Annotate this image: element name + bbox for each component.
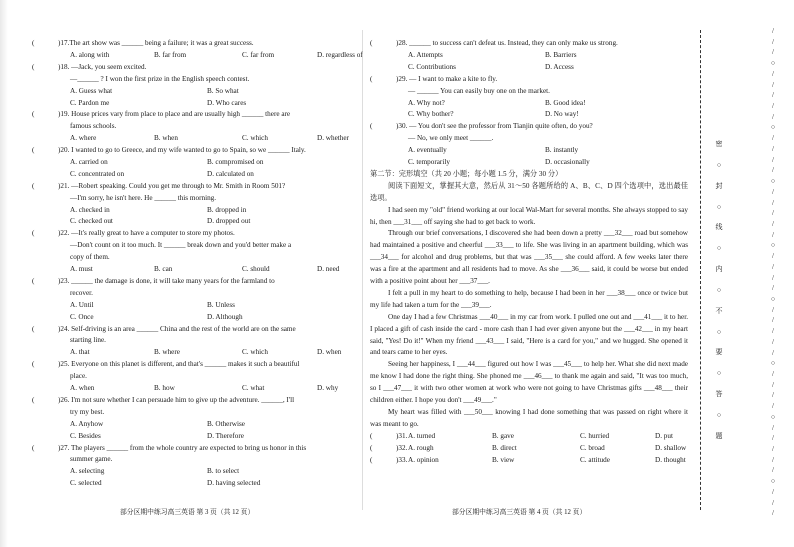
option-row — [32, 478, 372, 490]
seal-mark: / — [772, 27, 774, 35]
answer-paren[interactable]: ( — [32, 181, 35, 190]
option: B. Unless — [207, 300, 235, 309]
option: D. Access — [545, 62, 574, 71]
option: D. occasionally — [545, 157, 590, 166]
seal-mark: ○ — [770, 241, 776, 250]
seal-mark: / — [772, 273, 774, 282]
seal-mark: ○ — [770, 359, 776, 368]
seal-mark: / — [772, 187, 774, 196]
option: B. compromised on — [207, 158, 264, 166]
seal-char: ○ — [716, 285, 722, 294]
question-row — [32, 395, 372, 407]
option: A. where — [70, 134, 97, 143]
option: D. need — [317, 265, 340, 274]
seal-char: ○ — [716, 202, 722, 211]
question-stem: )21. —Robert speaking. Could you get me through to Mr. Smith in Room 501? — [58, 181, 286, 190]
option: D. regardless of — [317, 50, 363, 59]
section-title: 第二节：完形填空（共 20 小题；每小题 1.5 分，满分 30 分） — [370, 169, 563, 178]
question-row — [32, 276, 372, 288]
option: B. Barriers — [545, 50, 577, 59]
option-row — [32, 300, 372, 312]
answer-paren[interactable]: ( — [32, 324, 35, 333]
option: C. Once — [70, 312, 94, 321]
seal-mark: / — [772, 102, 774, 111]
question-continuation: starting line. — [70, 336, 106, 345]
question-continuation: — ______ You can easily buy one on the market. — [408, 86, 550, 95]
seal-mark: / — [772, 487, 774, 496]
seal-mark: / — [772, 509, 774, 518]
seal-char: ○ — [716, 410, 722, 419]
answer-paren[interactable]: ( — [32, 110, 35, 119]
seal-mark: / — [772, 144, 774, 153]
option: A. along with — [70, 50, 110, 59]
answer-paren[interactable]: ( — [32, 443, 35, 452]
seal-char: ○ — [716, 160, 722, 169]
option: D. put — [655, 431, 673, 440]
question-row — [32, 359, 372, 371]
seal-mark: / — [772, 134, 774, 143]
question-stem: )30. — You don't see the professor from Tianjin quite often, do you? — [396, 122, 593, 131]
option: C. hurried — [580, 431, 610, 440]
seal-mark: / — [772, 380, 774, 389]
seal-char: 封 — [715, 181, 723, 190]
seal-mark: / — [772, 112, 774, 121]
seal-mark: ○ — [770, 177, 776, 186]
option: C. Contributions — [408, 62, 456, 71]
answer-paren[interactable]: ( — [370, 122, 373, 131]
option: C. should — [242, 265, 270, 274]
seal-mark: / — [772, 219, 774, 228]
option: D. calculated on — [207, 169, 254, 178]
option-row — [32, 157, 372, 169]
seal-mark: ○ — [770, 123, 776, 132]
cloze-passage — [370, 205, 688, 431]
question-stem: )24. Self-driving is an area ______ China and the rest of the world are on the same — [58, 324, 296, 333]
seal-mark: / — [772, 155, 774, 164]
seal-mark: ○ — [770, 412, 776, 421]
option: A. rough — [408, 443, 434, 452]
answer-paren[interactable]: ( — [32, 146, 35, 155]
question-row — [370, 121, 688, 133]
passage-paragraph: Seeing her happiness, I ___44___ figured out how I was ___45___ to help her. What she did next made me know I had done the right thing. She phoned me ___46___ to thank me again and said, "It was too much, so I ___47___ it with two other women at work who were not going to have Christmas gifts ___48___ their children either. I hope you don't ___49___." — [370, 360, 688, 405]
question-row — [32, 62, 372, 74]
question-row — [32, 324, 372, 336]
option: A. selecting — [70, 467, 105, 476]
footer-right: 部分区期中练习高三英语 第 4 页（共 12 页） — [452, 509, 587, 516]
seal-mark: / — [772, 370, 774, 378]
option: A. must — [70, 265, 93, 274]
question-continuation: try my best. — [70, 407, 105, 416]
question-row — [370, 38, 688, 50]
answer-paren[interactable]: ( — [370, 443, 373, 452]
option: D. shallow — [655, 443, 687, 452]
seal-mark: / — [772, 69, 774, 78]
cloze-number — [370, 431, 407, 443]
option: D. dropped out — [207, 217, 251, 226]
option: C. selected — [70, 479, 102, 488]
cloze-option-row — [370, 443, 688, 455]
question-stem: )25. Everyone on this planet is different, and that's ______ makes it such a beautiful — [58, 360, 300, 369]
seal-char: ○ — [716, 327, 722, 336]
option: A. checked in — [70, 205, 110, 214]
question-row — [32, 38, 372, 50]
passage-paragraph: My heart was filled with ___50___ knowing I had done something that was passed on right where it was meant to go. — [370, 408, 688, 428]
option-row — [32, 169, 372, 181]
seal-mark: ○ — [770, 59, 776, 68]
option-row — [32, 216, 372, 228]
question-continuation: —______ ? I won the first prize in the English speech contest. — [70, 74, 250, 83]
cloze-item-number: )32. — [396, 443, 408, 452]
seal-mark: / — [772, 402, 774, 411]
question-row — [32, 443, 372, 455]
cloze-option-row — [370, 455, 688, 467]
option: B. far from — [154, 50, 187, 59]
question-continuation: famous schools. — [70, 122, 117, 131]
option: A. opinion — [408, 455, 439, 464]
seal-mark: / — [772, 305, 774, 314]
question-continuation: copy of them. — [70, 253, 110, 262]
option: A. turned — [408, 431, 436, 440]
option: D. Although — [207, 312, 243, 321]
option: A. Guess what — [70, 86, 113, 95]
seal-mark: / — [772, 252, 774, 261]
option-row — [32, 466, 372, 478]
question-continuation: — No, we only meet ______. — [408, 134, 494, 143]
option-row — [370, 157, 688, 169]
option: A. Anyhow — [70, 419, 104, 428]
option: B. where — [154, 348, 180, 357]
right-column — [370, 38, 688, 466]
passage-paragraph: One day I had a few Christmas ___40___ in my car from work. I pulled one out and ___41___ it to her. I placed a gift of cash inside the card - more cash than I had ever given anyone but the ___42___ in my heart said, "Yes! Do it!" When my friend ___43___ I said, "Here is a card for you," and we hugged. She opened it and tears came to her eyes. — [370, 312, 688, 357]
option-row — [370, 98, 688, 110]
option: B. view — [492, 455, 515, 464]
option: B. dropped in — [207, 205, 247, 214]
question-stem: )29. — I want to make a kite to fly. — [396, 74, 498, 83]
seal-char: 答 — [715, 390, 723, 399]
option-row — [32, 347, 372, 359]
seal-mark: / — [772, 37, 774, 46]
passage-paragraph: Through our brief conversations, I discovered she had been down a pretty ___32___ road but somehow had maintained a positive and cheerful ___33___ to life. She was living in an apartment building, which was ___34___ for alcohol and drug problems, but that was ___35___ she could afford. A few weeks later there was a fire at the apartment and all residents had to move. As she ___36___ said, it could be worse but ended with a positive point about her ___37___. — [370, 229, 688, 286]
seal-mark: / — [772, 166, 774, 175]
option-row — [32, 205, 372, 217]
option: B. when — [154, 134, 178, 143]
option-row — [370, 62, 688, 74]
question-stem: )23. ______ the damage is done, it will take many years for the farmland to — [58, 276, 275, 285]
seal-mark: / — [772, 284, 774, 293]
option: C. checked out — [70, 217, 113, 226]
option-row — [370, 50, 688, 62]
question-continuation: —I'm sorry, he isn't here. He ______ this morning. — [70, 193, 217, 202]
scan-edge — [0, 0, 8, 547]
option: B. So what — [207, 86, 239, 95]
seal-mark: / — [772, 316, 774, 325]
seal-char: 题 — [715, 431, 723, 440]
option: C. what — [242, 384, 265, 393]
option: C. broad — [580, 443, 605, 452]
seal-mark: / — [772, 230, 774, 239]
option: C. which — [242, 348, 268, 357]
option: B. Good idea! — [545, 98, 586, 107]
seal-char: 密 — [715, 140, 723, 148]
option-row — [370, 109, 688, 121]
option: A. eventually — [408, 146, 447, 155]
cloze-number — [370, 443, 407, 455]
seal-mark: / — [772, 209, 774, 218]
seal-mark: / — [772, 434, 774, 443]
option-row — [32, 98, 372, 110]
option: B. how — [154, 384, 175, 393]
option-row — [32, 383, 372, 395]
option: A. that — [70, 348, 90, 357]
cloze-item-number: )33. — [396, 455, 408, 464]
option: D. Therefore — [207, 431, 244, 440]
option-row — [32, 264, 372, 276]
option: D. whether — [317, 134, 349, 143]
answer-paren[interactable]: ( — [370, 39, 373, 47]
seal-mark: / — [772, 48, 774, 57]
answer-paren[interactable]: ( — [32, 39, 35, 47]
seal-edge-marks — [768, 28, 778, 518]
option: B. direct — [492, 443, 517, 452]
seal-mark: / — [772, 391, 774, 400]
option-row — [32, 419, 372, 431]
option-row — [370, 145, 688, 157]
option: C. Why bother? — [408, 110, 454, 119]
question-continuation: —Don't count on it too much. It ______ break down and you'd better make a — [70, 241, 292, 250]
option: B. instantly — [545, 146, 579, 155]
cloze-option-row — [370, 431, 688, 443]
answer-paren[interactable]: ( — [32, 229, 35, 238]
seal-char: 要 — [715, 348, 723, 357]
question-row — [370, 74, 688, 86]
option: D. thought — [655, 455, 686, 464]
option-row — [32, 312, 372, 324]
option: B. to select — [207, 467, 240, 476]
option-row — [32, 133, 372, 145]
question-continuation: summer game. — [70, 455, 113, 464]
seal-mark: / — [772, 91, 774, 100]
answer-paren[interactable]: ( — [370, 455, 373, 464]
question-stem: )18. —Jack, you seem excited. — [58, 62, 147, 71]
option-row — [32, 431, 372, 443]
answer-paren[interactable]: ( — [370, 74, 373, 83]
question-row — [32, 109, 372, 121]
seal-mark: / — [772, 423, 774, 432]
answer-paren[interactable]: ( — [32, 360, 35, 369]
seal-mark: / — [772, 198, 774, 207]
seal-char: ○ — [716, 369, 722, 378]
option: C. Pardon me — [70, 98, 110, 107]
question-stem: )28. ______ to success can't defeat us. Instead, they can only make us strong. — [396, 39, 618, 47]
seal-char: ○ — [716, 244, 722, 253]
question-stem: )27. The players ______ from the whole country are expected to bring us honor in this — [58, 443, 307, 452]
option-row — [32, 86, 372, 98]
footer-left: 部分区期中练习高三英语 第 3 页（共 12 页） — [120, 509, 255, 516]
option: C. attitude — [580, 455, 610, 464]
answer-paren[interactable]: ( — [32, 395, 35, 404]
question-continuation: place. — [70, 372, 87, 381]
seal-mark: / — [772, 348, 774, 357]
question-continuation: recover. — [70, 288, 93, 297]
seal-mark: ○ — [770, 294, 776, 303]
seal-mark: / — [772, 498, 774, 507]
seal-mark: / — [772, 262, 774, 271]
option: B. Otherwise — [207, 419, 245, 428]
option: A. carried on — [70, 158, 108, 166]
option: C. far from — [242, 50, 275, 59]
passage-paragraph: I felt a pull in my heart to do something to help, because I had been in her ___38___ once or twice but my life had taken a turn for the ___39___. — [370, 288, 688, 309]
option: C. Besides — [70, 431, 101, 440]
question-row — [32, 145, 372, 157]
option: D. No way! — [545, 110, 579, 119]
answer-paren[interactable]: ( — [370, 431, 373, 440]
option: A. Attempts — [408, 50, 443, 59]
option: A. when — [70, 384, 95, 393]
passage-paragraph: I had seen my "old" friend working at our local Wal-Mart for several months. She always stopped to say hi, then ___31___ off saying she had to get back to work. — [370, 205, 688, 226]
seal-notice — [714, 140, 724, 440]
seal-mark: / — [772, 327, 774, 336]
option: D. Who cares — [207, 98, 247, 107]
seal-char: 不 — [715, 306, 723, 315]
question-stem: )20. I wanted to go to Greece, and my wife wanted to go to Spain, so we ______ Italy. — [58, 146, 306, 155]
binding-line — [700, 30, 702, 510]
question-row — [32, 181, 372, 193]
option-row — [32, 50, 372, 62]
seal-char: 内 — [715, 265, 723, 274]
question-stem: )17.The art show was ______ being a failure; it was a great success. — [58, 39, 254, 47]
left-column — [32, 38, 372, 490]
cloze-number — [370, 455, 407, 467]
seal-mark: ○ — [770, 477, 776, 486]
option: B. gave — [492, 431, 514, 440]
seal-mark: / — [772, 445, 774, 454]
seal-mark: / — [772, 337, 774, 346]
option: C. concentrated on — [70, 169, 125, 178]
option: D. why — [317, 384, 339, 393]
seal-mark: / — [772, 455, 774, 464]
option: A. Why not? — [408, 98, 445, 107]
question-row — [32, 228, 372, 240]
section-instructions: 阅读下面短文，掌握其大意，然后从 31～50 各题所给的 A、B、C、D 四个选项中，选出最佳选项。 — [370, 181, 688, 202]
seal-char: 线 — [715, 223, 723, 232]
option: D. when — [317, 348, 342, 357]
question-stem: )26. I'm not sure whether I can persuade him to give up the adventure. ______, I'll — [58, 395, 295, 404]
option: C. which — [242, 134, 268, 143]
question-stem: )19. House prices vary from place to place and are usually high ______ there are — [58, 110, 291, 119]
option: B. can — [154, 265, 173, 274]
option: A. Until — [70, 300, 94, 309]
option: D. having selected — [207, 479, 261, 488]
option: C. temporarily — [408, 157, 450, 166]
cloze-item-number: )31. — [396, 431, 408, 440]
seal-mark: / — [772, 466, 774, 475]
answer-paren[interactable]: ( — [32, 62, 35, 71]
seal-mark: / — [772, 80, 774, 89]
question-stem: )22. —It's really great to have a computer to store my photos. — [58, 229, 235, 238]
answer-paren[interactable]: ( — [32, 276, 35, 285]
